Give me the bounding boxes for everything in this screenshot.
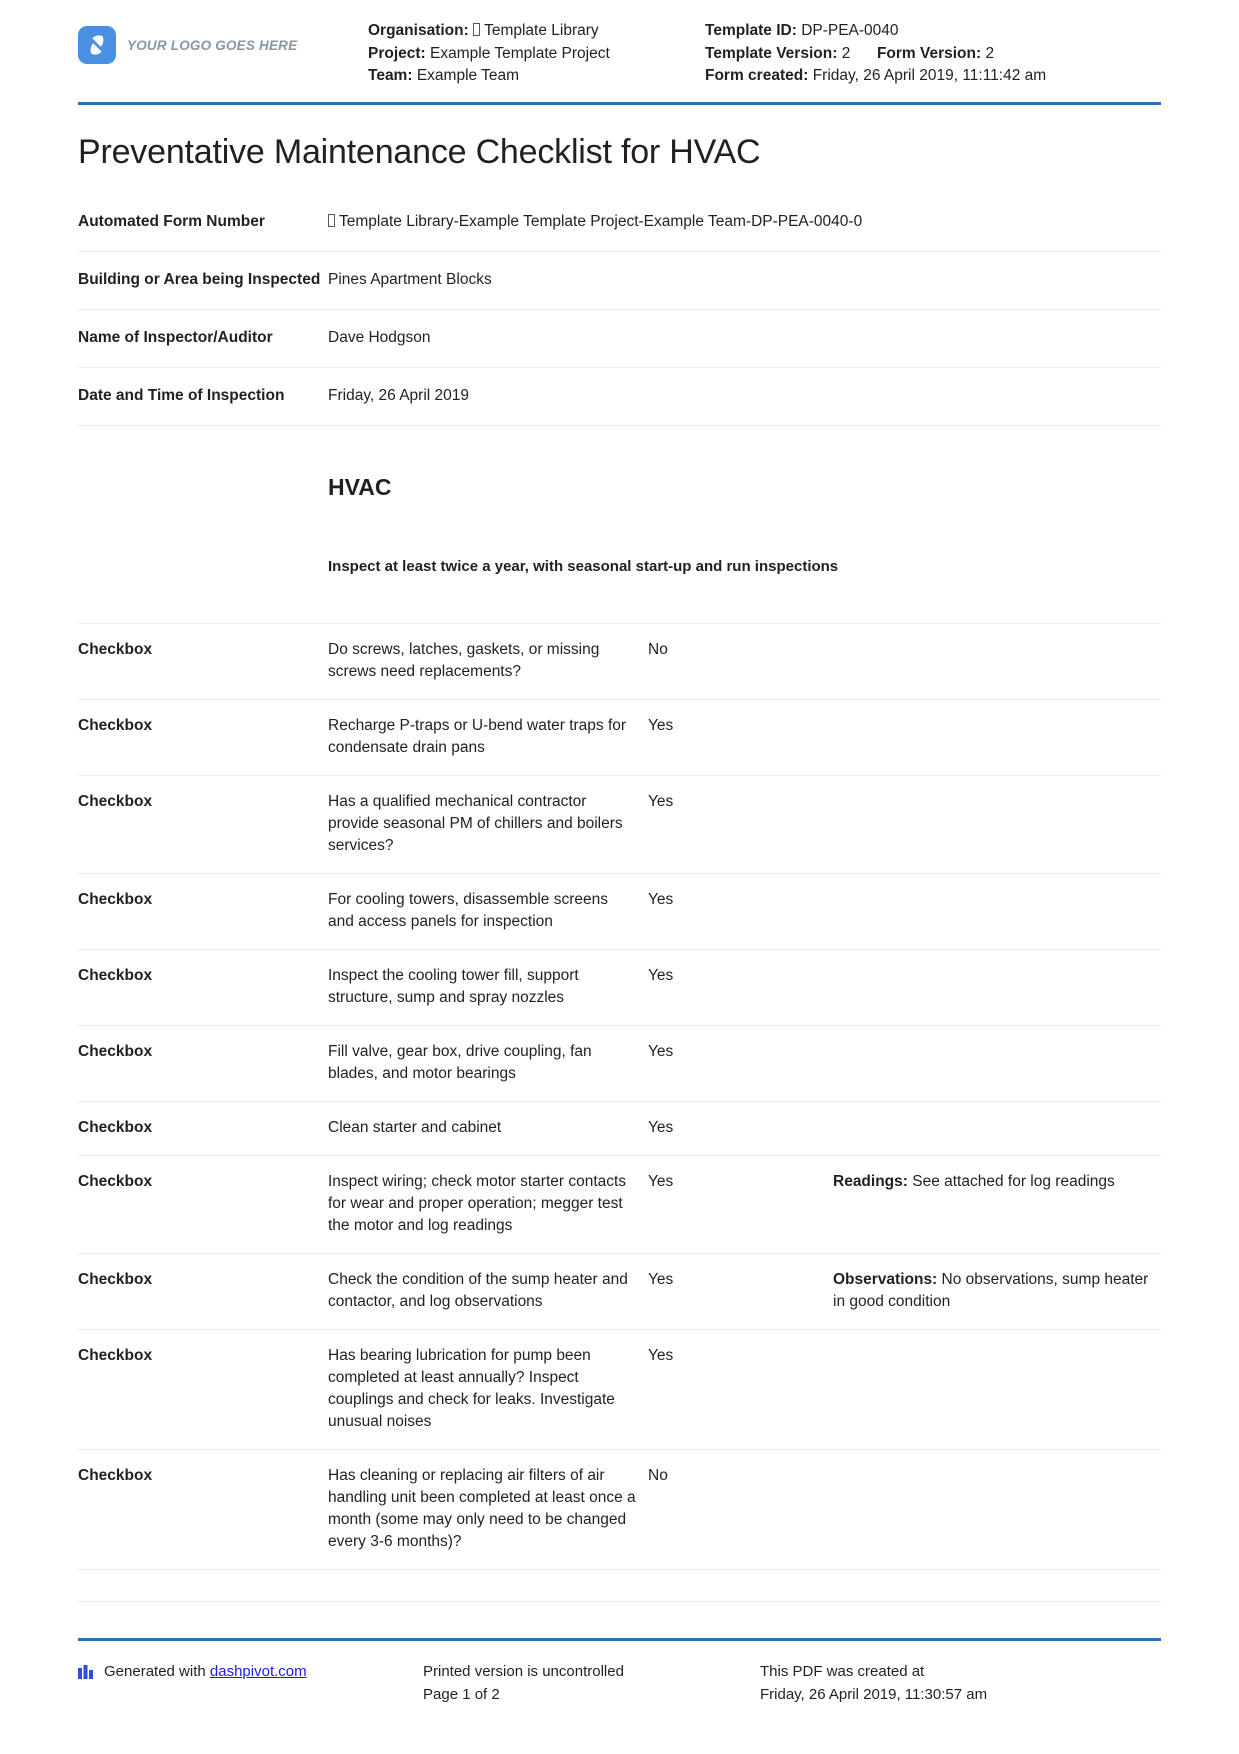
field-value-text: Template Library-Example Template Project-Example Team-DP-PEA-0040-0 (339, 212, 863, 230)
logo-placeholder-text: YOUR LOGO GOES HERE (127, 37, 298, 53)
form-created-value: Friday, 26 April 2019, 11:11:42 am (812, 67, 1047, 85)
form-fields-table (78, 194, 1161, 624)
checklist-item-note (833, 1329, 1161, 1449)
footer-page-number: Page 1 of 2 (423, 1685, 500, 1703)
table-row (78, 873, 1161, 949)
table-row (78, 949, 1161, 1025)
checklist-item-type: Checkbox (78, 949, 328, 1025)
table-row (78, 1253, 1161, 1329)
field-label: Date and Time of Inspection (78, 367, 328, 425)
checklist-item-note (833, 699, 1161, 775)
logo-block (78, 20, 368, 64)
table-row (78, 1025, 1161, 1101)
project-value: Example Template Project (430, 44, 610, 62)
checklist-item-question: Fill valve, gear box, drive coupling, fan blades, and motor bearings (328, 1025, 648, 1101)
dashpivot-link[interactable]: dashpivot.com (209, 1663, 307, 1680)
section-note: Inspect at least twice a year, with seasonal start-up and run inspections (328, 557, 839, 575)
document-header (78, 0, 1161, 98)
table-row (78, 1449, 1161, 1569)
checklist-item-note-value: See attached for log readings (912, 1172, 1115, 1190)
section-heading-spacer (78, 425, 328, 623)
team-label: Team: (368, 67, 413, 85)
checklist-item-note (833, 949, 1161, 1025)
checklist-item-question: Clean starter and cabinet (328, 1101, 648, 1155)
checklist-item-note (833, 1155, 1161, 1253)
checklist-item-answer: Yes (648, 1253, 833, 1329)
template-id-line (705, 20, 1161, 43)
checklist-item-answer: Yes (648, 699, 833, 775)
checklist-item-question: Has cleaning or replacing air filters of air handling unit been completed at least once a month (some may only need to be changed every 3-6 months)? (328, 1449, 648, 1569)
template-id-value: DP-PEA-0040 (801, 22, 899, 39)
field-value: Friday, 26 April 2019 (328, 367, 1161, 425)
header-meta-right (705, 20, 1161, 88)
checklist-item-type: Checkbox (78, 1253, 328, 1329)
footer-divider (78, 1638, 1161, 1641)
project-line (368, 43, 705, 66)
checklist-item-type: Checkbox (78, 699, 328, 775)
checklist-item-note (833, 1449, 1161, 1569)
footer-columns (78, 1661, 1161, 1706)
checklist-item-question: Has bearing lubrication for pump been completed at least annually? Inspect couplings and check for leaks. Investigate unusual noises (328, 1329, 648, 1449)
table-row (78, 1155, 1161, 1253)
table-row (78, 699, 1161, 775)
team-line (368, 65, 705, 88)
checklist-item-note (833, 624, 1161, 700)
footer-print-line-1: Printed version is uncontrolled (423, 1663, 624, 1680)
template-version-label: Template Version: (705, 44, 838, 62)
checklist-item-note (833, 1025, 1161, 1101)
checklist-item-answer: Yes (648, 1329, 833, 1449)
checklist-item-type: Checkbox (78, 1101, 328, 1155)
field-label: Automated Form Number (78, 194, 328, 252)
footer-generated-prefix: Generated with (104, 1663, 206, 1680)
table-row (78, 775, 1161, 873)
checklist-item-answer: Yes (648, 873, 833, 949)
missing-character-glyph-icon (473, 23, 480, 36)
checklist-item-question: Do screws, latches, gaskets, or missing screws need replacements? (328, 624, 648, 700)
checklist-item-question: Has a qualified mechanical contractor provide seasonal PM of chillers and boilers services? (328, 775, 648, 873)
checklist-item-type: Checkbox (78, 1329, 328, 1449)
section-heading-cell (328, 425, 1161, 623)
field-value: Pines Apartment Blocks (328, 251, 1161, 309)
field-value: Dave Hodgson (328, 309, 1161, 367)
checklist-item-question: Recharge P-traps or U-bend water traps for condensate drain pans (328, 699, 648, 775)
project-label: Project: (368, 44, 426, 62)
checklist-item-note (833, 775, 1161, 873)
table-row (78, 251, 1161, 309)
checklist-item-type: Checkbox (78, 775, 328, 873)
form-created-label: Form created: (705, 67, 809, 85)
field-label: Building or Area being Inspected (78, 251, 328, 309)
version-line (705, 43, 1161, 66)
section-title: HVAC (328, 473, 392, 500)
bar-chart-icon (78, 1663, 95, 1687)
checklist-item-type: Checkbox (78, 873, 328, 949)
template-version-value: 2 (841, 44, 851, 62)
checklist-item-question: Check the condition of the sump heater and contactor, and log observations (328, 1253, 648, 1329)
field-label: Name of Inspector/Auditor (78, 309, 328, 367)
organisation-label: Organisation: (368, 22, 469, 39)
form-version-label: Form Version: (876, 44, 982, 62)
footer-generated-text (104, 1661, 307, 1684)
checklist-item-note-label: Observations: (833, 1270, 938, 1288)
checklist-item-type: Checkbox (78, 1449, 328, 1569)
company-logo-icon (78, 26, 116, 64)
checklist-item-type: Checkbox (78, 1025, 328, 1101)
field-value (328, 194, 1161, 252)
template-id-label: Template ID: (705, 22, 797, 39)
form-created-line (705, 65, 1161, 88)
checklist-item-note (833, 1253, 1161, 1329)
checklist-item-answer: Yes (648, 1025, 833, 1101)
checklist-item-answer: Yes (648, 1101, 833, 1155)
checklist-item-note (833, 1101, 1161, 1155)
checklist-item-answer: Yes (648, 1155, 833, 1253)
team-value: Example Team (416, 67, 520, 85)
footer-created-line-1: This PDF was created at (760, 1663, 925, 1680)
checklist-item-note (833, 873, 1161, 949)
header-meta-left (368, 20, 705, 88)
table-row (78, 309, 1161, 367)
footer-created-block (760, 1661, 1161, 1706)
checklist-item-answer: Yes (648, 775, 833, 873)
checklist-item-type: Checkbox (78, 624, 328, 700)
checklist-item-note-value: No observations, sump heater in good condition (833, 1270, 1149, 1310)
organisation-line (368, 20, 705, 43)
table-end-spacer-cell (78, 1569, 1161, 1601)
organisation-value: Template Library (484, 22, 599, 39)
section-heading-row (78, 425, 1161, 623)
header-divider (78, 102, 1161, 105)
table-end-spacer (78, 1569, 1161, 1601)
checklist-item-answer: No (648, 624, 833, 700)
table-row (78, 1329, 1161, 1449)
table-row (78, 624, 1161, 700)
checklist-table (78, 624, 1161, 1602)
footer-created-timestamp: Friday, 26 April 2019, 11:30:57 am (760, 1685, 988, 1703)
checklist-item-question: For cooling towers, disassemble screens and access panels for inspection (328, 873, 648, 949)
document-footer (78, 1638, 1161, 1706)
checklist-item-question: Inspect the cooling tower fill, support structure, sump and spray nozzles (328, 949, 648, 1025)
checklist-item-note-label: Readings: (833, 1172, 908, 1190)
checklist-item-answer: Yes (648, 949, 833, 1025)
checklist-item-answer: No (648, 1449, 833, 1569)
table-row (78, 194, 1161, 252)
table-row (78, 1101, 1161, 1155)
footer-generated-block (78, 1661, 423, 1706)
table-row (78, 367, 1161, 425)
page-title: Preventative Maintenance Checklist for HVAC (78, 132, 761, 171)
form-version-value: 2 (985, 44, 995, 62)
missing-character-glyph-icon (328, 214, 335, 227)
checklist-item-question: Inspect wiring; check motor starter contacts for wear and proper operation; megger test the motor and log readings (328, 1155, 648, 1253)
checklist-item-type: Checkbox (78, 1155, 328, 1253)
footer-print-block (423, 1661, 760, 1706)
